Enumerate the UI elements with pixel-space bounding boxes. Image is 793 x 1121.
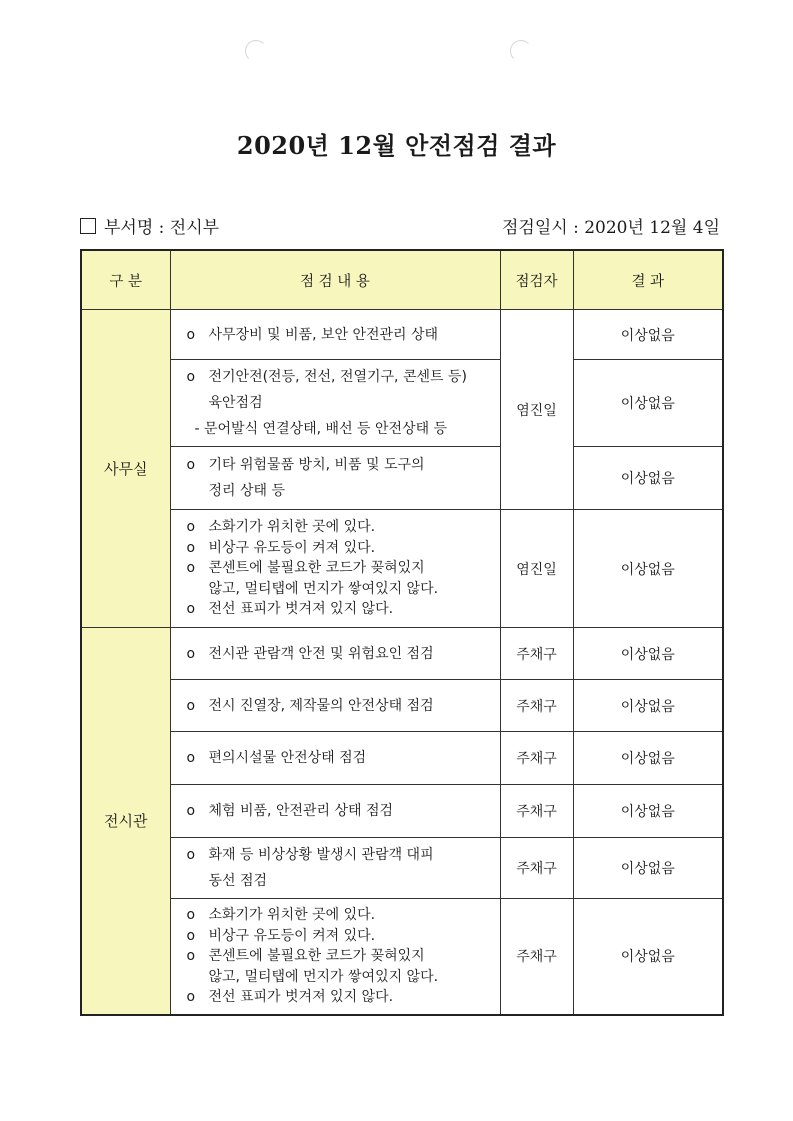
inspector-cell: 주채구 — [500, 628, 573, 680]
check-item: o 전시 진열장, 제작물의 안전상태 점검 — [170, 680, 500, 732]
check-item: o 전기안전(전등, 전선, 전열기구, 콘센트 등) 육안점검 - 문어발식 연결상태, 배선 등 안전상태 등 — [170, 360, 500, 447]
result-cell: 이상없음 — [573, 510, 723, 628]
inspector-cell: 주채구 — [500, 785, 573, 838]
table-row — [81, 838, 723, 899]
result-cell: 이상없음 — [573, 360, 723, 447]
table-row — [81, 785, 723, 838]
result-cell: 이상없음 — [573, 732, 723, 785]
table-row — [81, 310, 723, 360]
inspector-cell: 염진일 — [500, 310, 573, 510]
check-item: o 기타 위험물품 방치, 비품 및 도구의 정리 상태 등 — [170, 447, 500, 510]
result-cell: 이상없음 — [573, 899, 723, 1015]
result-cell: 이상없음 — [573, 628, 723, 680]
table-row — [81, 447, 723, 510]
category-office: 사무실 — [81, 310, 170, 628]
check-item: o 소화기가 위치한 곳에 있다. o 비상구 유도등이 켜져 있다. o 콘센트에 불필요한 코드가 꽂혀있지 않고, 멀티탭에 먼지가 쌓여있지 않다. o 전선 표피가 벗겨져 있지 않다. — [170, 510, 500, 628]
table-row — [81, 510, 723, 628]
check-item: o 체험 비품, 안전관리 상태 점검 — [170, 785, 500, 838]
inspector-cell: 주채구 — [500, 899, 573, 1015]
header-content: 점 검 내 용 — [170, 250, 500, 310]
result-cell: 이상없음 — [573, 838, 723, 899]
table-row — [81, 732, 723, 785]
inspector-cell: 주채구 — [500, 680, 573, 732]
table-row — [81, 680, 723, 732]
department-label: 부서명 : 전시부 — [104, 218, 220, 238]
inspector-cell: 주채구 — [500, 732, 573, 785]
inspector-cell: 염진일 — [500, 510, 573, 628]
result-cell: 이상없음 — [573, 310, 723, 360]
inspection-date: 점검일시 : 2020년 12월 4일 — [501, 218, 720, 238]
punch-hole-right — [510, 40, 532, 62]
table-row — [81, 899, 723, 1015]
table-row — [81, 360, 723, 447]
document-meta — [80, 213, 720, 239]
result-cell: 이상없음 — [573, 785, 723, 838]
punch-hole-left — [245, 40, 267, 62]
inspection-table — [80, 249, 724, 1016]
table-row — [81, 628, 723, 680]
result-cell: 이상없음 — [573, 447, 723, 510]
header-result: 결 과 — [573, 250, 723, 310]
checkbox-icon — [80, 218, 96, 234]
page-title: 2020년 12월 안전점검 결과 — [236, 131, 557, 160]
check-item: o 편의시설물 안전상태 점검 — [170, 732, 500, 785]
table-header-row — [81, 250, 723, 310]
check-item: o 전시관 관람객 안전 및 위험요인 점검 — [170, 628, 500, 680]
check-item: o 사무장비 및 비품, 보안 안전관리 상태 — [170, 310, 500, 360]
department-info — [80, 213, 219, 238]
check-item: o 화재 등 비상상황 발생시 관람객 대피 동선 점검 — [170, 838, 500, 899]
check-item: o 소화기가 위치한 곳에 있다. o 비상구 유도등이 켜져 있다. o 콘센트에 불필요한 코드가 꽂혀있지 않고, 멀티탭에 먼지가 쌓여있지 않다. o 전선 표피가 벗겨져 있지 않다. — [170, 899, 500, 1015]
header-inspector: 점검자 — [500, 250, 573, 310]
result-cell: 이상없음 — [573, 680, 723, 732]
header-category: 구 분 — [81, 250, 170, 310]
inspector-cell: 주채구 — [500, 838, 573, 899]
category-exhibition: 전시관 — [81, 628, 170, 1015]
